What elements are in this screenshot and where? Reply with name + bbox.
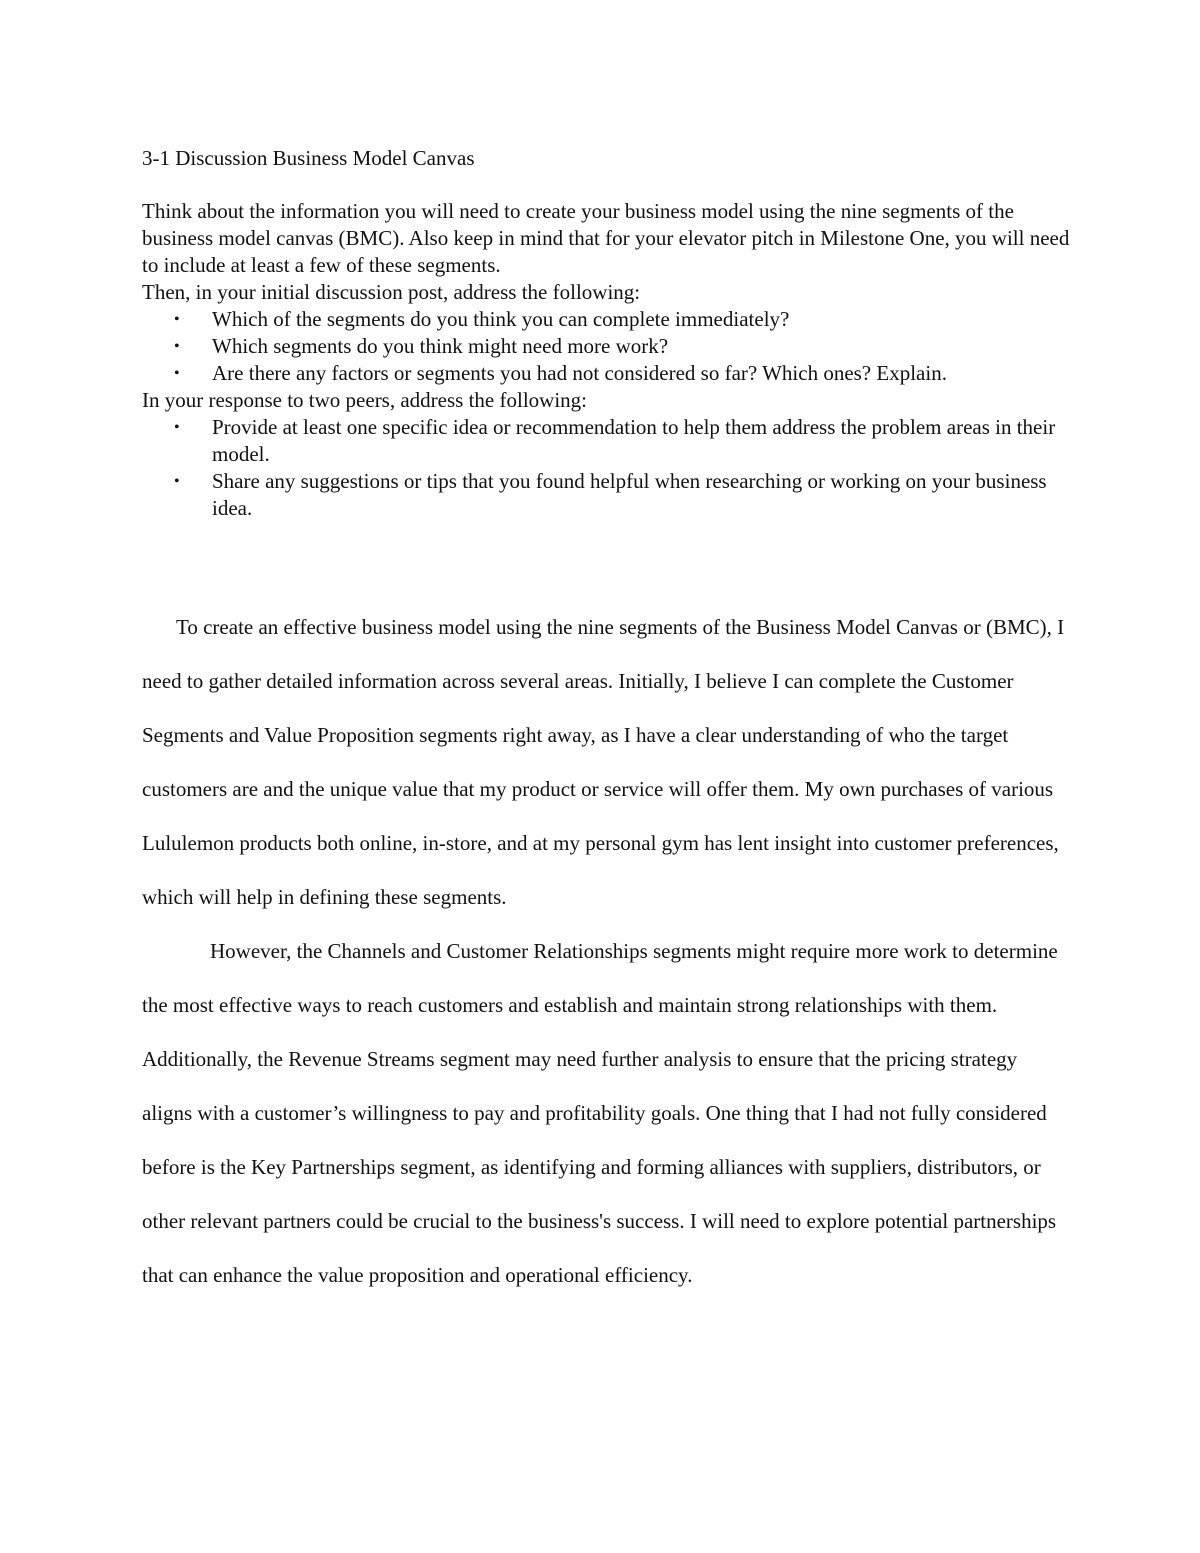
list-item <box>142 360 1072 387</box>
response-list <box>142 414 1072 522</box>
document-title: 3-1 Discussion Business Model Canvas <box>142 146 475 170</box>
bullet-icon: • <box>174 311 180 328</box>
list-item-text: Provide at least one specific idea or recommendation to help them address the problem areas in their model. <box>212 415 1056 466</box>
bullet-icon: • <box>174 419 180 436</box>
list-item <box>142 333 1072 360</box>
initial-post-list <box>142 306 1072 387</box>
bullet-icon: • <box>174 365 180 382</box>
initial-post-lead: Then, in your initial discussion post, address the following: <box>142 280 641 304</box>
list-item <box>142 306 1072 333</box>
essay-paragraph-1: To create an effective business model using the nine segments of the Business Model Canvas or (BMC), I need to gather detailed information across several areas. Initially, I believe I can complete the Customer Segments and Value Proposition segments right away, as I have a clear understanding of who the target customers are and the unique value that my product or service will offer them. My own purchases of various Lululemon products both online, in-store, and at my personal gym has lent insight into customer preferences, which will help in defining these segments. <box>142 615 1065 909</box>
bullet-icon: • <box>174 338 180 355</box>
list-item-text: Which of the segments do you think you can complete immediately? <box>212 307 790 331</box>
list-item <box>142 468 1072 522</box>
essay-paragraph-2: However, the Channels and Customer Relationships segments might require more work to determine the most effective ways to reach customers and establish and maintain strong relationships with them. Additionally, the Revenue Streams segment may need further analysis to ensure that the pricing strategy aligns with a customer’s willingness to pay and profitability goals. One thing that I had not fully considered before is the Key Partnerships segment, as identifying and forming alliances with suppliers, distributors, or other relevant partners could be crucial to the business's success. I will need to explore potential partnerships that can enhance the value proposition and operational efficiency. <box>142 939 1058 1287</box>
list-item <box>142 414 1072 468</box>
response-lead: In your response to two peers, address the following: <box>142 388 587 412</box>
assignment-prompt <box>142 198 1072 522</box>
bullet-icon: • <box>174 473 180 490</box>
list-item-text: Share any suggestions or tips that you found helpful when researching or working on your business idea. <box>212 469 1047 520</box>
essay-body <box>142 600 1068 1302</box>
prompt-intro: Think about the information you will need to create your business model using the nine segments of the business model canvas (BMC). Also keep in mind that for your elevator pitch in Milestone One, you will need to include at least a few of these segments. <box>142 199 1070 277</box>
list-item-text: Which segments do you think might need more work? <box>212 334 669 358</box>
list-item-text: Are there any factors or segments you had not considered so far? Which ones? Explain. <box>212 361 947 385</box>
